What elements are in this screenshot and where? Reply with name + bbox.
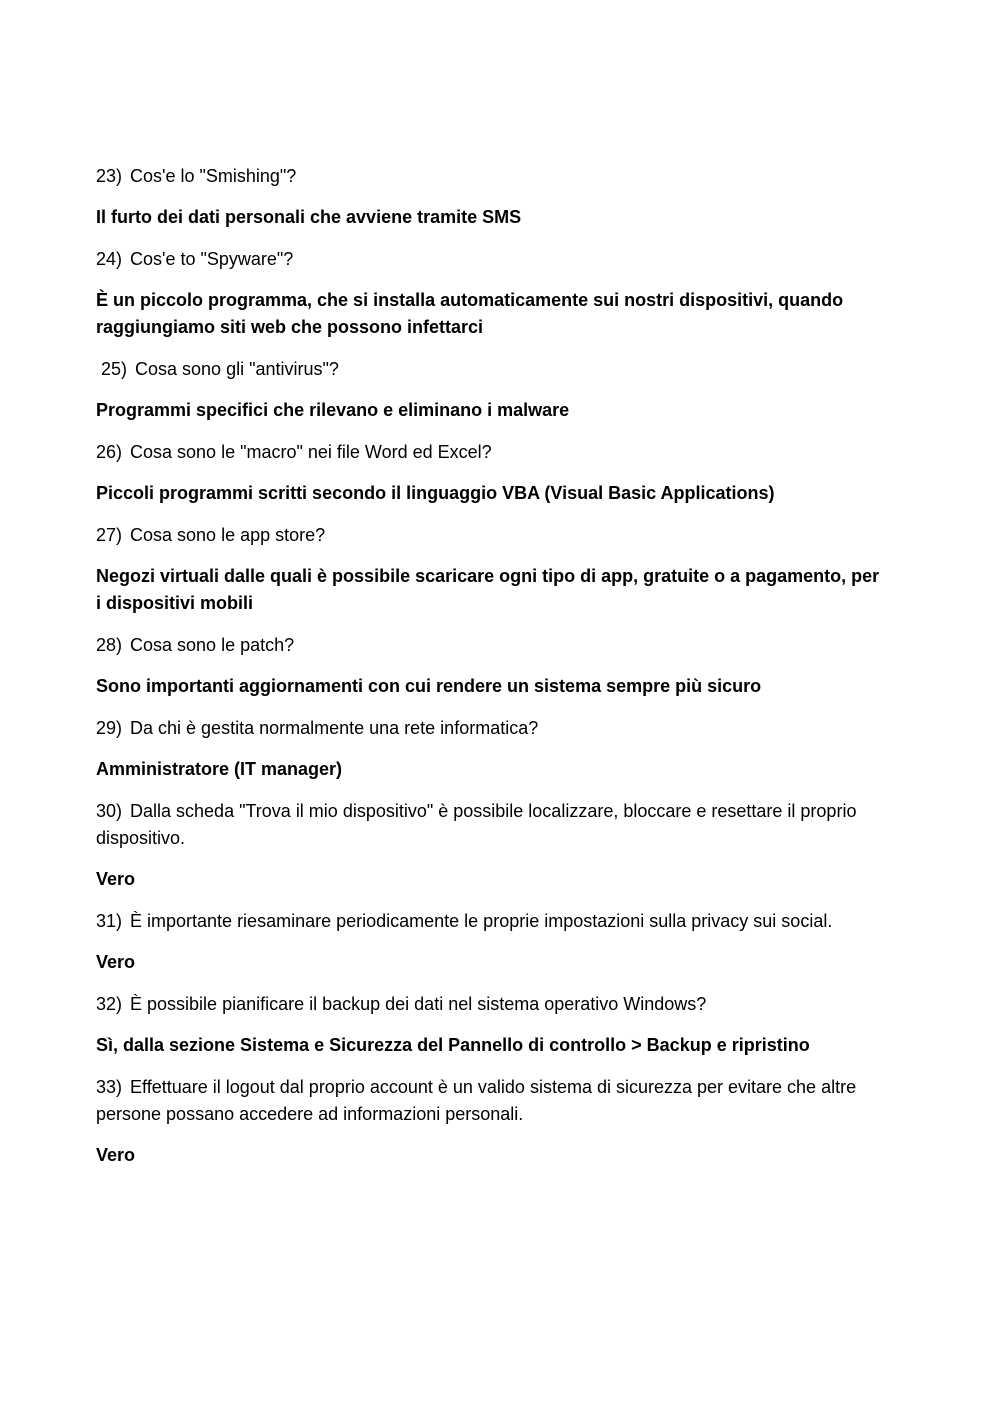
qa-item-31	[96, 908, 886, 976]
question-number: 30)	[96, 801, 123, 821]
answer-33: Vero	[96, 1145, 136, 1165]
question-29	[96, 715, 886, 742]
question-26	[96, 439, 886, 466]
question-number: 27)	[96, 525, 123, 545]
question-text: Effettuare il logout dal proprio account è un valido sistema di sicurezza per evitare che altre persone possano accedere ad informazioni personali.	[96, 1077, 857, 1124]
question-23	[96, 163, 886, 190]
question-number: 25)	[101, 359, 128, 379]
question-text: Cosa sono le app store?	[130, 525, 326, 545]
qa-item-30	[96, 798, 886, 893]
qa-item-29	[96, 715, 886, 783]
question-30	[96, 798, 886, 852]
question-27	[96, 522, 886, 549]
qa-item-24	[96, 246, 886, 341]
answer-29: Amministratore (IT manager)	[96, 759, 343, 779]
answer-25: Programmi specifici che rilevano e eliminano i malware	[96, 400, 570, 420]
question-text: Da chi è gestita normalmente una rete informatica?	[130, 718, 539, 738]
answer-32: Sì, dalla sezione Sistema e Sicurezza del Pannello di controllo > Backup e ripristino	[96, 1035, 810, 1055]
document-page	[96, 163, 886, 1169]
qa-item-28	[96, 632, 886, 700]
question-25	[96, 356, 886, 383]
qa-item-23	[96, 163, 886, 231]
answer-24: È un piccolo programma, che si installa automaticamente sui nostri dispositivi, quando raggiungiamo siti web che possono infettarci	[96, 290, 844, 337]
answer-31: Vero	[96, 952, 136, 972]
question-number: 31)	[96, 911, 123, 931]
qa-item-33	[96, 1074, 886, 1169]
question-32	[96, 991, 886, 1018]
question-28	[96, 632, 886, 659]
answer-27: Negozi virtuali dalle quali è possibile scaricare ogni tipo di app, gratuite o a pagamento, per i dispositivi mobili	[96, 566, 880, 613]
question-text: Cosa sono le "macro" nei file Word ed Excel?	[130, 442, 492, 462]
qa-item-26	[96, 439, 886, 507]
answer-28: Sono importanti aggiornamenti con cui rendere un sistema sempre più sicuro	[96, 676, 762, 696]
question-31	[96, 908, 886, 935]
question-number: 23)	[96, 166, 123, 186]
question-number: 32)	[96, 994, 123, 1014]
question-text: Cosa sono le patch?	[130, 635, 295, 655]
qa-item-32	[96, 991, 886, 1059]
answer-23: Il furto dei dati personali che avviene tramite SMS	[96, 207, 522, 227]
question-text: Cos'e to "Spyware"?	[130, 249, 294, 269]
question-33	[96, 1074, 886, 1128]
question-number: 33)	[96, 1077, 123, 1097]
answer-30: Vero	[96, 869, 136, 889]
question-number: 26)	[96, 442, 123, 462]
question-text: È possibile pianificare il backup dei dati nel sistema operativo Windows?	[130, 994, 707, 1014]
question-text: Cos'e lo "Smishing"?	[130, 166, 297, 186]
question-number: 28)	[96, 635, 123, 655]
qa-item-27	[96, 522, 886, 617]
question-number: 24)	[96, 249, 123, 269]
question-text: Dalla scheda "Trova il mio dispositivo" è possibile localizzare, bloccare e resettare il proprio dispositivo.	[96, 801, 857, 848]
qa-item-25	[96, 356, 886, 424]
question-text: È importante riesaminare periodicamente le proprie impostazioni sulla privacy sui social.	[130, 911, 833, 931]
question-24	[96, 246, 886, 273]
answer-26: Piccoli programmi scritti secondo il linguaggio VBA (Visual Basic Applications)	[96, 483, 775, 503]
question-text: Cosa sono gli "antivirus"?	[135, 359, 339, 379]
question-number: 29)	[96, 718, 123, 738]
